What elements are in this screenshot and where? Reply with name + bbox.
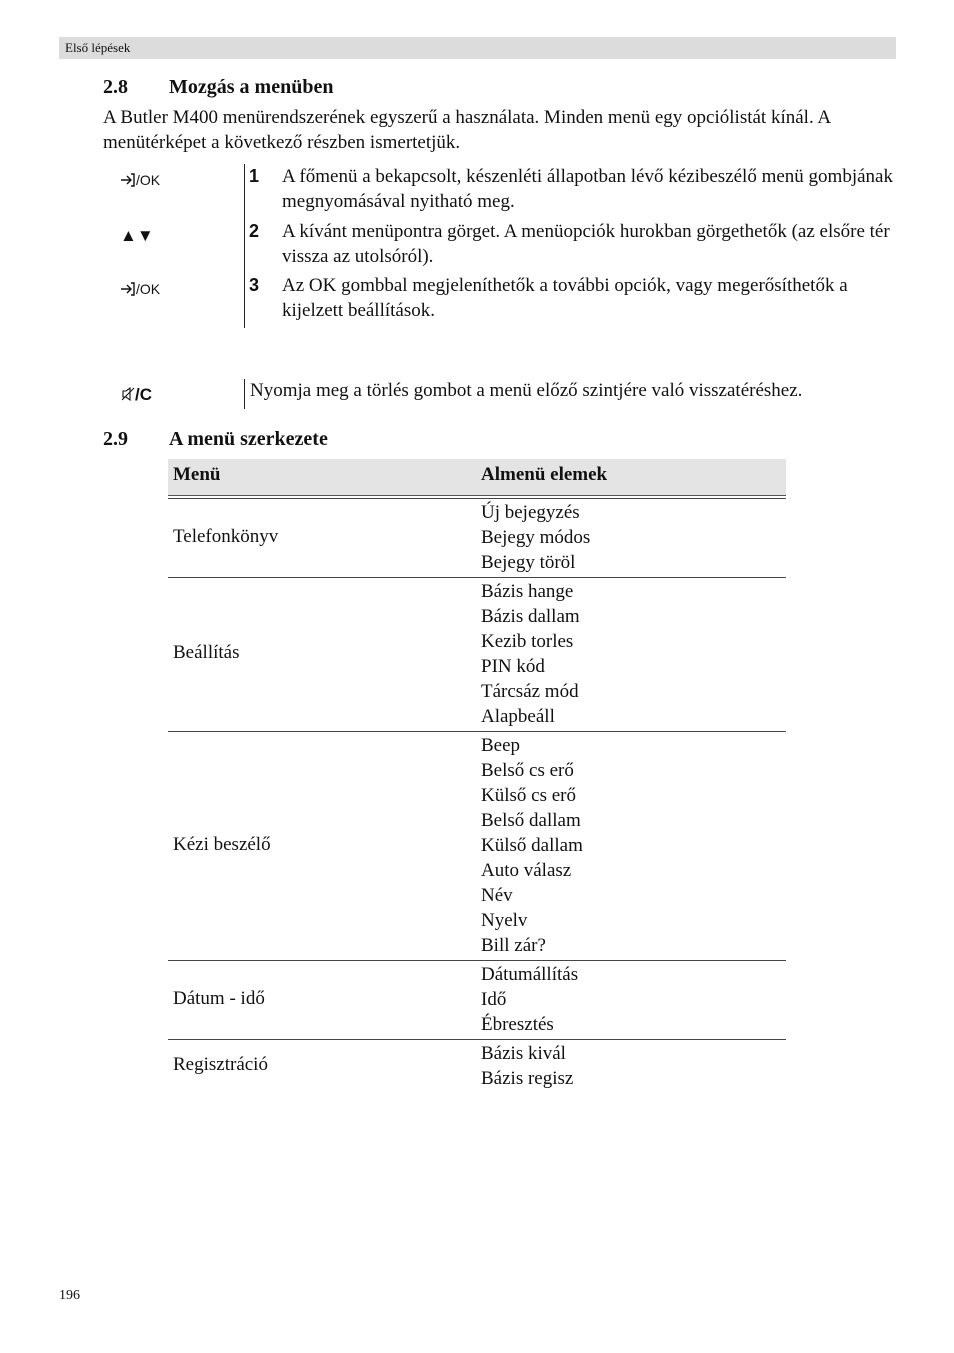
running-header-title: Első lépések [65,40,131,55]
table-row [168,577,786,731]
submenu-item: Auto válasz [481,860,572,881]
clear-instruction: Nyomja meg a törlés gombot a menü előző szintjére való visszatéréshez. [250,380,803,401]
intro-paragraph: A Butler M400 menürendszerének egyszerű a használata. Minden menü egy opciólistát kínál. A menütérképet a következő részben ismertetjük. [103,107,831,153]
page-number: 196 [59,1288,80,1303]
step-1-key-label: /OK [136,172,161,188]
submenu-item: Dátumállítás [481,964,579,985]
table-row [168,960,786,1039]
submenu-item: Bill zár? [481,935,546,956]
menu-cell: Regisztráció [173,1054,268,1075]
submenu-item: Ébresztés [481,1014,554,1035]
submenu-item: Bejegy módos [481,527,591,548]
clear-key-label: /C [135,385,152,404]
step-2-key [120,226,154,246]
submenu-item: Külső dallam [481,835,583,856]
submenu-cell [481,499,786,577]
submenu-cell [481,578,786,731]
menu-structure-table [168,459,786,1093]
submenu-item: Beep [481,735,521,756]
submenu-item: Új bejegyzés [481,502,580,523]
menu-cell: Dátum - idő [173,988,265,1009]
up-down-arrows-icon: ▲▼ [120,226,154,245]
submenu-item: Bázis regisz [481,1068,574,1089]
menu-cell: Telefonkönyv [173,526,279,547]
submenu-item: Bejegy töröl [481,552,576,573]
submenu-item: Külső cs erő [481,785,576,806]
steps-divider [244,164,245,328]
running-header [59,37,896,59]
step-1-key [120,172,160,188]
clear-divider [244,379,245,409]
submenu-item: Belső dallam [481,810,581,831]
submenu-cell [481,961,786,1039]
submenu-item: Idő [481,989,507,1010]
submenu-cell [481,1040,786,1093]
step-2-text: A kívánt menüpontra görget. A menüopciók hurokban görgethetők (az elsőre tér vissza az utolsóról). [282,221,890,267]
submenu-cell [481,732,786,960]
menu-ok-key-icon [120,282,136,296]
table-body [168,498,786,1093]
submenu-item: Bázis dallam [481,606,580,627]
step-1-text: A főmenü a bekapcsolt, készenléti állapotban lévő kézibeszélő menü gombjának megnyomásával nyitható meg. [282,166,893,212]
submenu-item: Név [481,885,513,906]
section-number: 2.9 [103,428,128,450]
step-2-number: 2 [249,221,260,241]
table-row [168,1039,786,1093]
menu-cell: Beállítás [173,642,240,663]
mute-clear-key-icon [121,387,135,401]
clear-key [121,385,152,405]
submenu-item: Tárcsáz mód [481,681,579,702]
submenu-item: Bázis kivál [481,1043,566,1064]
column-header-submenu: Almenü elemek [481,464,608,485]
submenu-item: Alapbeáll [481,706,555,727]
section-title: Mozgás a menüben [169,76,334,98]
step-3-key [120,281,160,297]
table-row [168,731,786,960]
step-3-key-label: /OK [136,281,161,297]
submenu-item: Bázis hange [481,581,574,602]
menu-ok-key-icon [120,173,136,187]
step-1-number: 1 [249,166,260,186]
submenu-item: Kezib torles [481,631,574,652]
section-title: A menü szerkezete [169,428,328,450]
section-number: 2.8 [103,76,128,98]
submenu-item: PIN kód [481,656,545,677]
submenu-item: Belső cs erő [481,760,574,781]
step-3-text: Az OK gombbal megjeleníthetők a további opciók, vagy megerősíthetők a kijelzett beállítások. [282,275,848,321]
menu-cell: Kézi beszélő [173,834,271,855]
step-3-number: 3 [249,275,260,295]
table-row [168,498,786,577]
submenu-item: Nyelv [481,910,528,931]
column-header-menu: Menü [173,464,221,485]
table-header [168,459,786,496]
